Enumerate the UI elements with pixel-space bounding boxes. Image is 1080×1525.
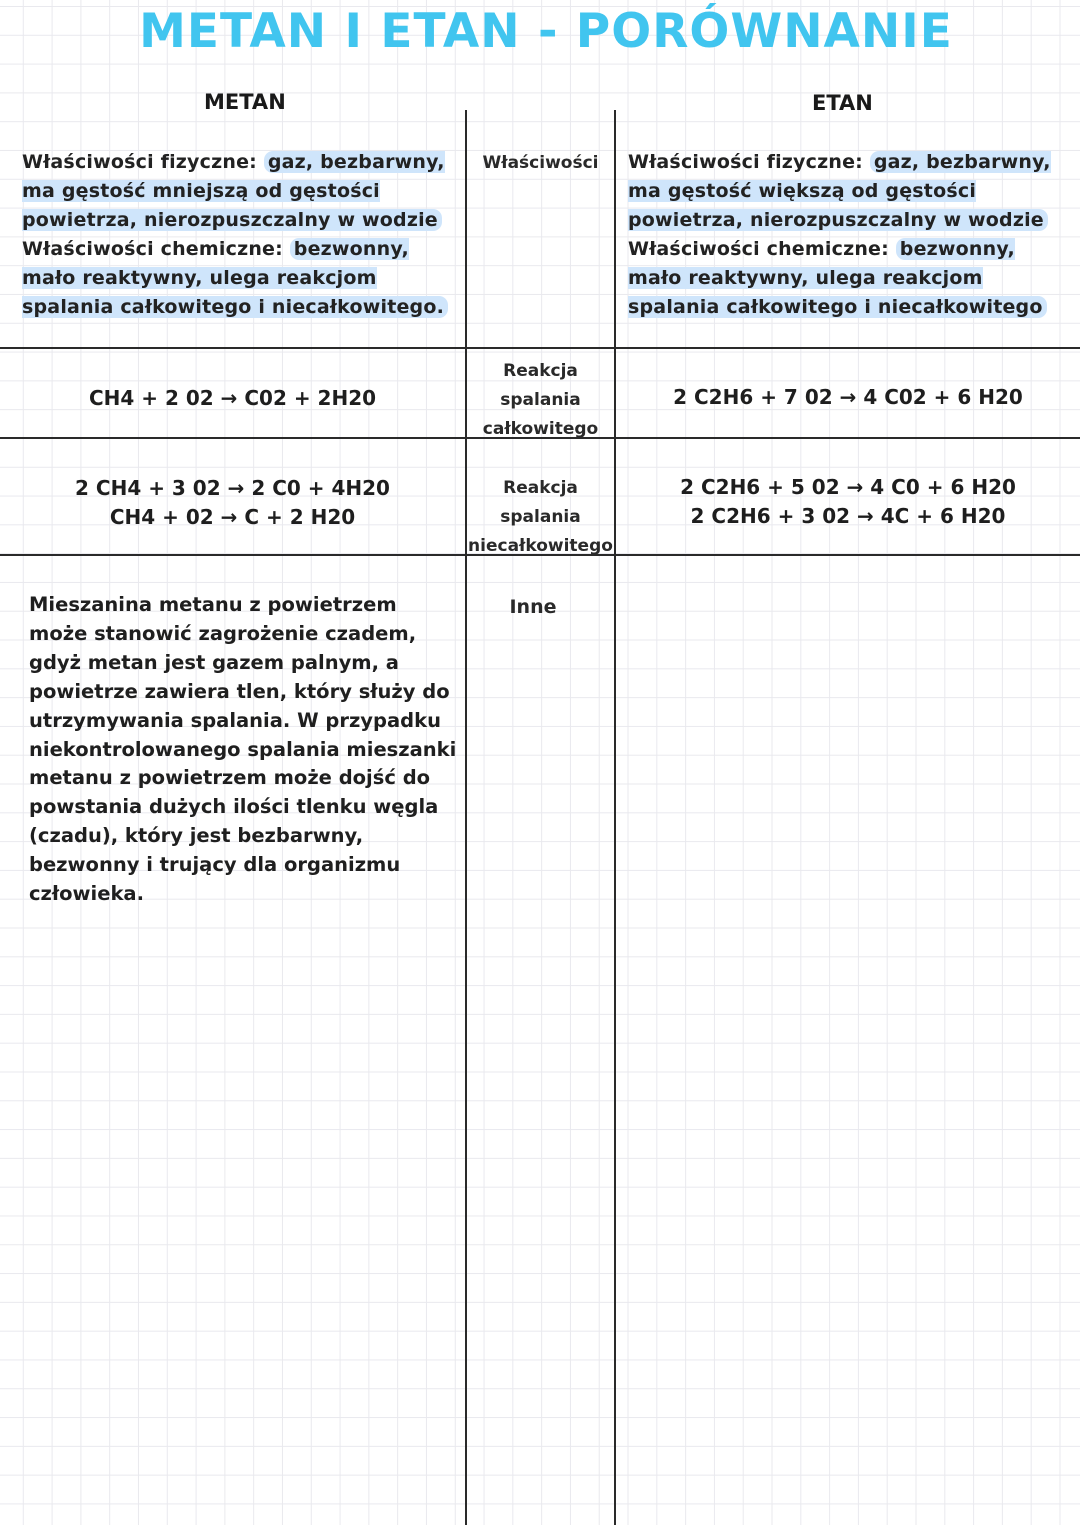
etan-incomplete-eq2: 2 C2H6 + 3 02 → 4C + 6 H20 (690, 504, 1006, 528)
row-label-complete-line1: Reakcja spalania (500, 361, 581, 410)
row-label-incomplete-line2: niecałkowitego (468, 536, 613, 556)
etan-phys-label: Właściwości fizyczne: (628, 151, 863, 173)
etan-chem-value: bezwonny, mało reaktywny, ulega reakcjom spalania całkowitego i niecałkowitego (628, 238, 1047, 318)
row-label-incomplete-line1: Reakcja spalania (500, 478, 581, 527)
metan-chem-label: Właściwości chemiczne: (22, 238, 283, 260)
metan-complete-equation: CH4 + 2 02 → C02 + 2H20 (88, 386, 377, 410)
metan-phys-value: gaz, bezbarwny, ma gęstość mniejszą od gęstości powietrza, nierozpuszczalny w wodzie (22, 151, 445, 231)
metan-chem-value: bezwonny, mało reaktywny, ulega reakcjom spalania całkowitego i niecałkowitego. (22, 238, 448, 318)
metan-properties (22, 148, 462, 322)
etan-incomplete-equations (616, 473, 1080, 531)
metan-incomplete-eq1: 2 CH4 + 3 02 → 2 C0 + 4H20 (75, 476, 390, 500)
etan-properties (628, 148, 1068, 322)
row-label-other: Inne (509, 596, 557, 618)
divider-left (465, 110, 467, 1525)
divider-right (614, 110, 616, 1525)
etan-complete-equation: 2 C2H6 + 7 02 → 4 C02 + 6 H20 (673, 385, 1023, 409)
etan-incomplete-eq1: 2 C2H6 + 5 02 → 4 C0 + 6 H20 (680, 475, 1016, 499)
metan-incomplete-equations (0, 474, 465, 532)
column-header-etan: ETAN (812, 91, 873, 115)
row-label-incomplete (467, 474, 614, 561)
metan-other-note: Mieszanina metanu z powietrzem może stanowić zagrożenie czadem, gdyż metan jest gazem palnym, a powietrze zawiera tlen, który służy do utrzymywania spalania. W przypadku niekontrolowanego spalania mieszanki metanu z powietrzem może dojść do powstania dużych ilości tlenku węgla (czadu), który jest bezbarwny, bezwonny i trujący dla organizmu człowieka. (29, 593, 457, 906)
etan-phys-value: gaz, bezbarwny, ma gęstość większą od gęstości powietrza, nierozpuszczalny w wodzie (628, 151, 1051, 231)
etan-chem-label: Właściwości chemiczne: (628, 238, 889, 260)
column-header-metan: METAN (204, 90, 286, 114)
row-divider-1 (0, 347, 1080, 349)
metan-phys-label: Właściwości fizyczne: (22, 151, 257, 173)
row-label-complete (467, 357, 614, 444)
page-title: METAN I ETAN - PORÓWNANIE (139, 4, 953, 59)
row-label-properties: Właściwości (482, 153, 599, 173)
metan-incomplete-eq2: CH4 + 02 → C + 2 H20 (109, 505, 356, 529)
row-label-complete-line2: całkowitego (482, 419, 599, 439)
